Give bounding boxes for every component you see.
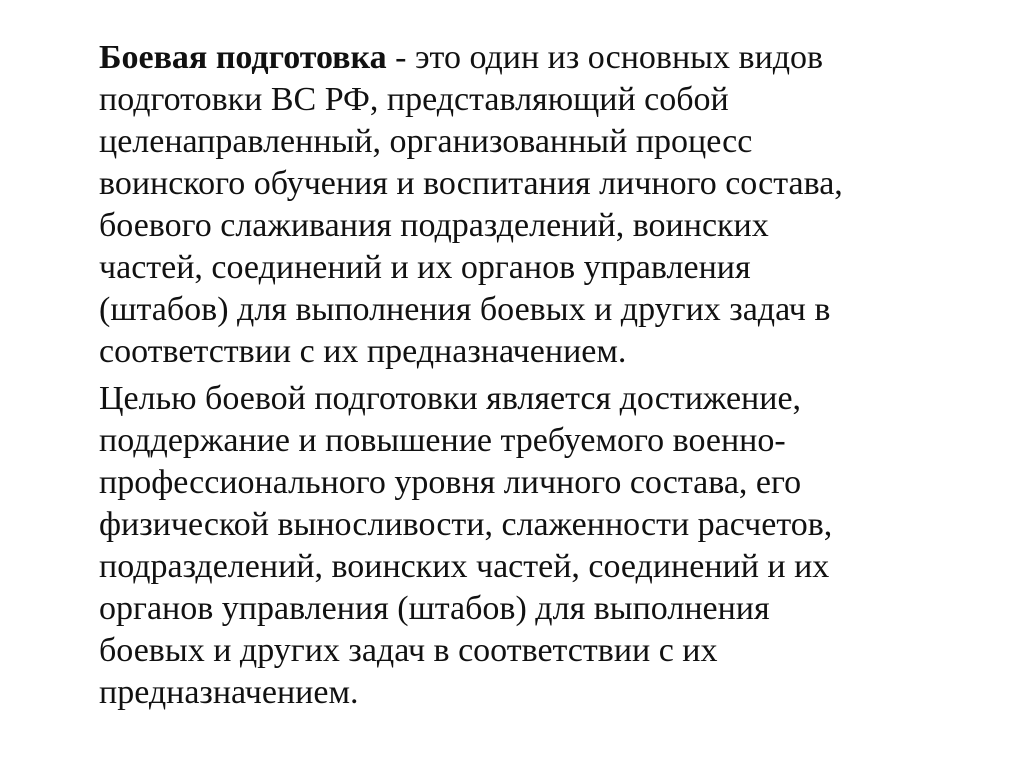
paragraph-line: (штабов) для выполнения боевых и других задач в	[99, 291, 831, 328]
paragraph-line	[99, 37, 969, 79]
paragraph-line: воинского обучения и воспитания личного состава,	[99, 165, 843, 202]
paragraph-line: подготовки ВС РФ, представляющий собой	[99, 81, 729, 118]
paragraph-line: боевых и других задач в соответствии с их	[99, 632, 718, 669]
paragraph-line: боевого слаживания подразделений, воинских	[99, 207, 769, 244]
goal-paragraph	[99, 378, 969, 714]
paragraph-line: Целью боевой подготовки является достижение,	[99, 380, 802, 417]
paragraph-line: органов управления (штабов) для выполнения	[99, 590, 770, 627]
text-block	[99, 37, 969, 714]
paragraph-line: частей, соединений и их органов управления	[99, 249, 751, 286]
paragraph-line: физической выносливости, слаженности расчетов,	[99, 506, 833, 543]
paragraph-line: профессионального уровня личного состава, его	[99, 464, 802, 501]
paragraph-line: соответствии с их предназначением.	[99, 333, 627, 370]
paragraph-line: подразделений, воинских частей, соединений и их	[99, 548, 830, 585]
paragraph-line: целенаправленный, организованный процесс	[99, 123, 753, 160]
paragraph-line: поддержание и повышение требуемого военно-	[99, 422, 786, 459]
definition-paragraph	[99, 37, 969, 373]
defined-term: Боевая подготовка	[99, 39, 387, 76]
paragraph-text: - это один из основных видов	[386, 39, 824, 76]
paragraph-line: предназначением.	[99, 674, 359, 711]
